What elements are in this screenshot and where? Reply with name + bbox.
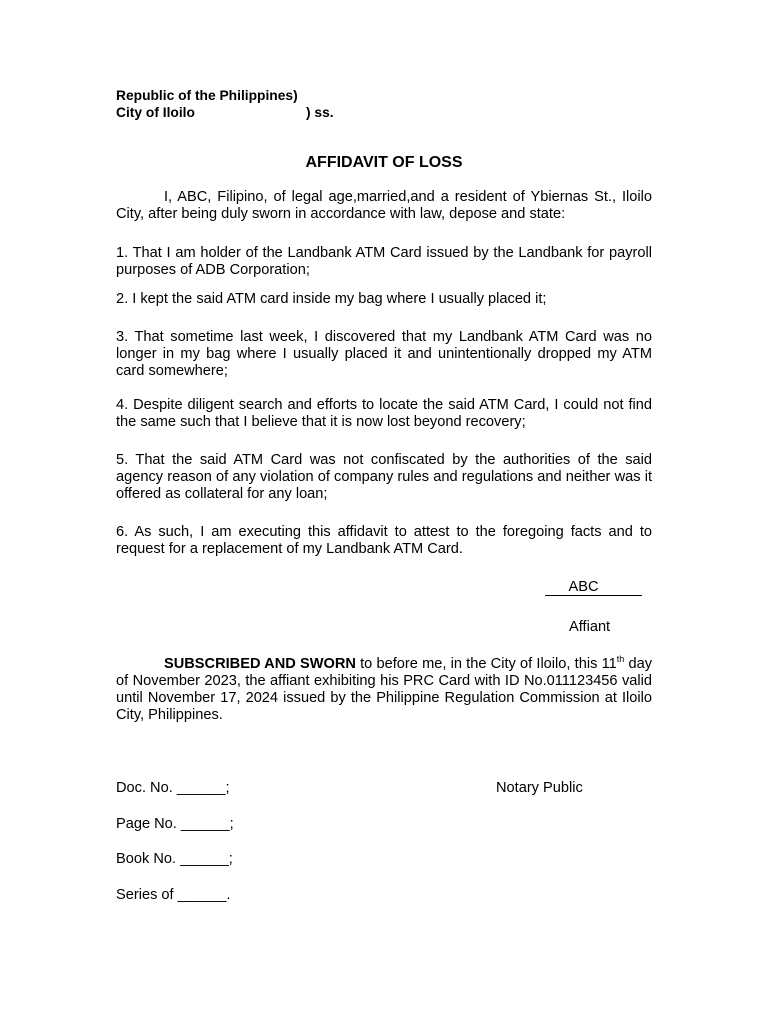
doc-no-line: Doc. No. ______; bbox=[116, 780, 230, 796]
book-no-line: Book No. ______; bbox=[116, 851, 233, 867]
paragraph-1: 1. That I am holder of the Landbank ATM Card issued by the Landbank for payroll purposes of ADB Corporation; bbox=[116, 245, 652, 278]
paragraph-2: 2. I kept the said ATM card inside my bag where I usually placed it; bbox=[116, 291, 547, 307]
venue-city: City of Iloilo bbox=[116, 105, 195, 120]
paragraph-5: 5. That the said ATM Card was not confiscated by the authorities of the said agency reason of any violation of company rules and regulations and neither was it offered as collateral for any loan; bbox=[116, 452, 652, 502]
intro-paragraph: I, ABC, Filipino, of legal age,married,and a resident of Ybiernas St., Iloilo City, after being duly sworn in accordance with law, depose and state: bbox=[116, 189, 652, 222]
affiant-label: Affiant bbox=[569, 619, 611, 635]
notary-public-label: Notary Public bbox=[496, 780, 583, 796]
paragraph-6: 6. As such, I am executing this affidavit to attest to the foregoing facts and to request for a replacement of my Landbank ATM Card. bbox=[116, 524, 652, 557]
jurat-paragraph bbox=[116, 656, 652, 724]
jurat-bold-lead: SUBSCRIBED AND SWORN bbox=[164, 656, 356, 672]
jurat-superscript: th bbox=[616, 654, 625, 665]
venue-block bbox=[116, 87, 652, 121]
paragraph-3: 3. That sometime last week, I discovered that my Landbank ATM Card was no longer in my bag where I usually placed it and unintentionally dropped my ATM card somewhere; bbox=[116, 329, 652, 379]
series-line: Series of ______. bbox=[116, 887, 231, 903]
venue-line-republic: Republic of the Philippines) bbox=[116, 88, 298, 103]
affiant-signature-line bbox=[545, 580, 642, 596]
paragraph-4: 4. Despite diligent search and efforts to locate the said ATM Card, I could not find the same such that I believe that it is now lost beyond recovery; bbox=[116, 397, 652, 430]
affiant-name: ABC bbox=[568, 579, 599, 595]
venue-ss: ) ss. bbox=[306, 105, 334, 120]
page-no-line: Page No. ______; bbox=[116, 816, 234, 832]
venue-line-city bbox=[116, 104, 652, 121]
jurat-text-b: day of November 2023, the affiant exhibiting his PRC Card with ID No.011123456 valid until November 17, 2024 issued by the Philippine Regulation Commission at Iloilo City, Philippines. bbox=[116, 656, 652, 723]
document-title: AFFIDAVIT OF LOSS bbox=[305, 154, 463, 171]
jurat-text-a: to before me, in the City of Iloilo, this 11 bbox=[355, 656, 617, 672]
